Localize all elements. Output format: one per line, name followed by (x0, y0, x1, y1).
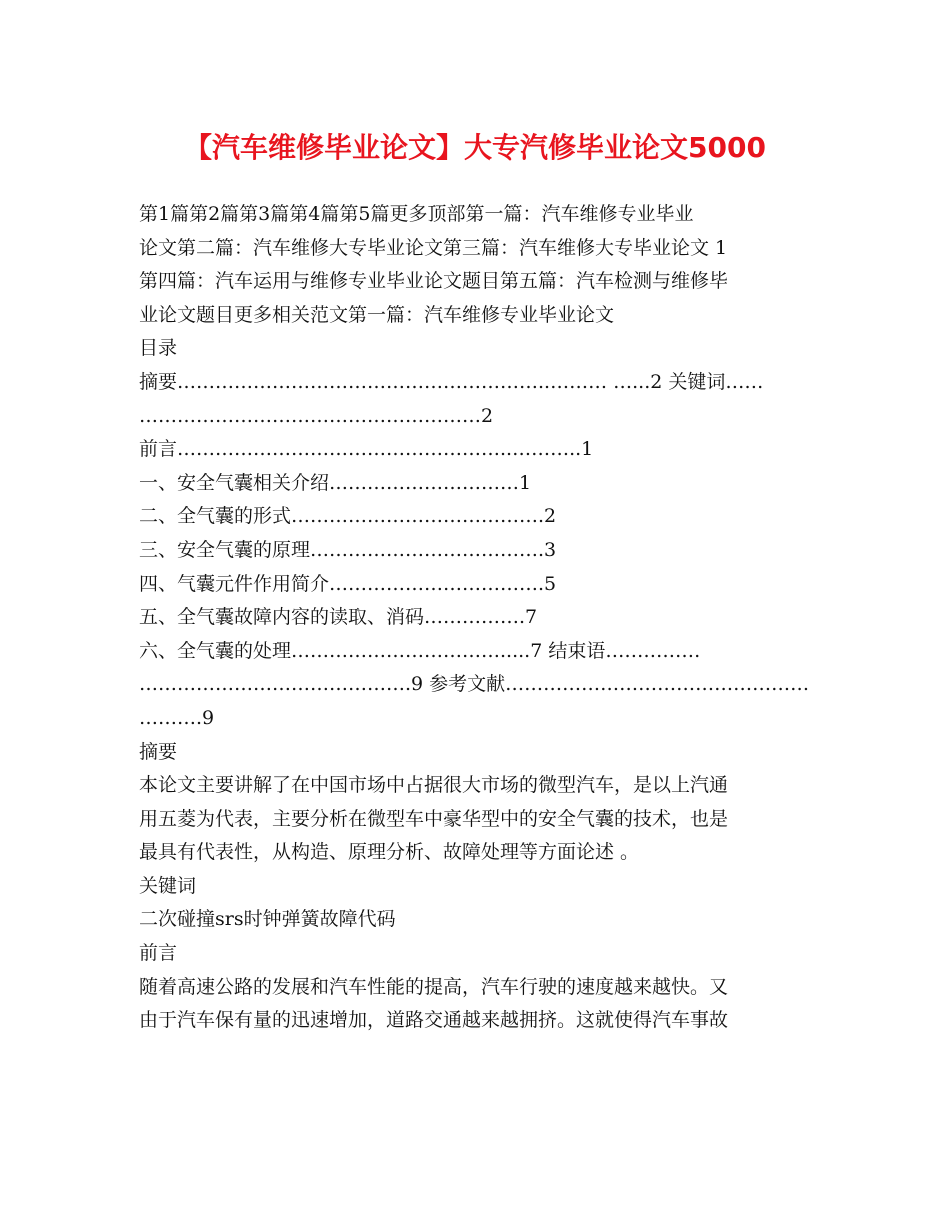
text-line: 前言 (139, 942, 178, 965)
text-line: 论文第二篇：汽车维修大专毕业论文第三篇：汽车维修大专毕业论文 1 (139, 236, 728, 259)
text-line: ………………………………………………2 (139, 404, 494, 427)
text-line: 摘要 (139, 740, 178, 763)
text-line: 第1篇第2篇第3篇第4篇第5篇更多顶部第一篇：汽车维修专业毕业 (139, 203, 694, 225)
text-line: 本论文主要讲解了在中国市场中占据很大市场的微型汽车，是以上汽通 (139, 774, 729, 797)
text-line: 三、安全气囊的原理……………………………….3 (139, 538, 557, 561)
text-line: 二次碰撞srs时钟弹簧故障代码 (139, 908, 396, 931)
text-line: …………………………………….9 参考文献………………………………………… (139, 673, 810, 696)
text-line: 用五菱为代表，主要分析在微型车中豪华型中的安全气囊的技术，也是 (139, 807, 729, 830)
text-line: 业论文题目更多相关范文第一篇：汽车维修专业毕业论文 (139, 303, 615, 326)
text-line: 一、安全气囊相关介绍…………………………1 (139, 471, 532, 494)
text-line: 二、全气囊的形式………………………………….2 (139, 505, 557, 528)
document-title: 【汽车维修毕业论文】大专汽修毕业论文5000 (184, 131, 766, 164)
document-body (139, 198, 829, 1038)
text-line: 随着高速公路的发展和汽车性能的提高，汽车行驶的速度越来越快。又 (139, 975, 729, 998)
text-line: 最具有代表性，从构造、原理分析、故障处理等方面论述 。 (139, 841, 640, 864)
text-line: 前言……………………………………………..………..1 (139, 438, 594, 461)
text-line: 由于汽车保有量的迅速增加，道路交通越来越拥挤。这就使得汽车事故 (139, 1009, 729, 1032)
text-line: 关键词 (139, 874, 197, 897)
text-line: ……….9 (139, 706, 215, 729)
text-line: 目录 (139, 337, 178, 360)
text-line: 摘要…………………………………………………..……… …...2 关键词…… (139, 370, 764, 393)
text-line: 四、气囊元件作用简介…………………………….5 (139, 572, 557, 595)
text-line: 五、全气囊故障内容的读取、消码…………….7 (139, 606, 538, 629)
text-line: 六、全气囊的处理…………………………….....7 结束语…………… (139, 639, 701, 662)
text-line: 第四篇：汽车运用与维修专业毕业论文题目第五篇：汽车检测与维修毕 (139, 270, 729, 293)
